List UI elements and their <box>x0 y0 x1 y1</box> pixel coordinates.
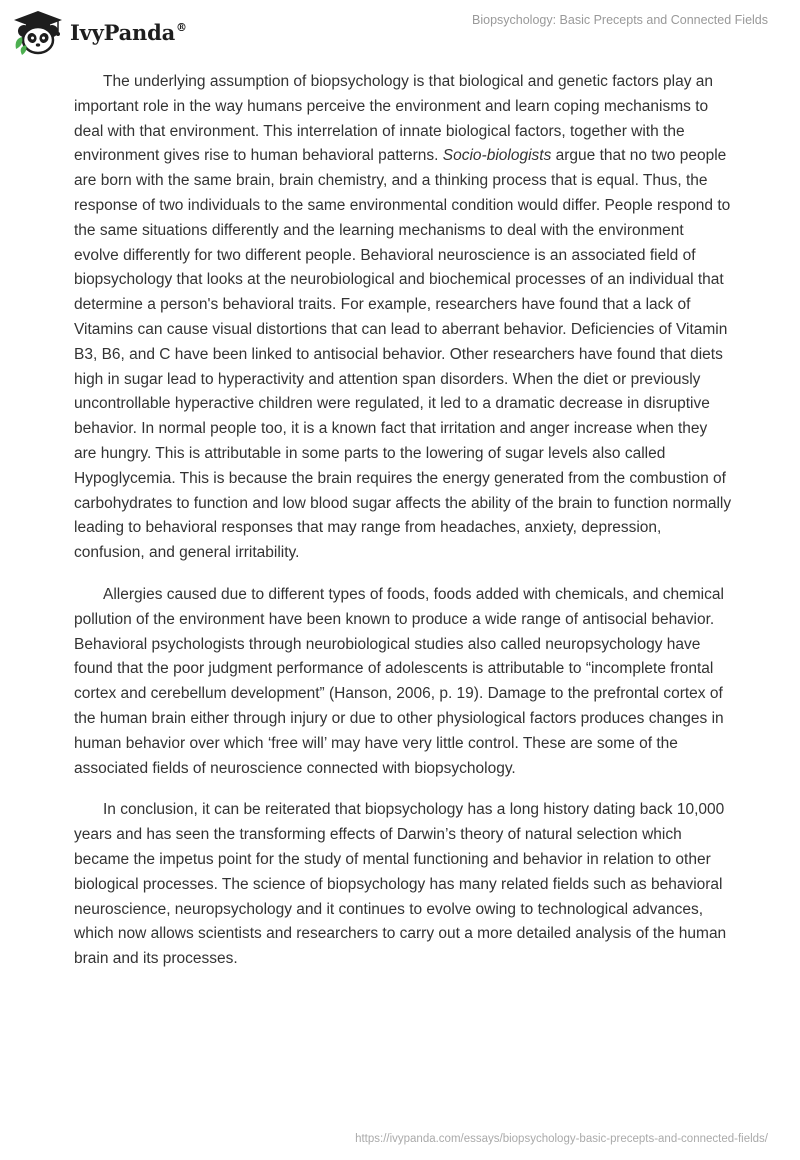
emphasis-socio-biologists: Socio-biologists <box>442 147 552 165</box>
document-title: Biopsychology: Basic Precepts and Connected Fields <box>472 13 768 27</box>
brand-name: IvyPanda® <box>70 19 187 45</box>
paragraph-2: Allergies caused due to different types of foods, foods added with chemicals, and chemical pollution of the environment have been known to produce a wide range of antisocial behavior. Behavioral psychologists through neurobiological studies also called neuropsychology have found that the poor judgment performance of adolescents is attributable to “incomplete frontal cortex and cerebellum development” (Hanson, 2006, p. 19). Damage to the prefrontal cortex of the human brain either through injury or due to other physiological factors produces changes in human behavior over which ‘free will’ may have very little control. These are some of the associated fields of neuroscience connected with biopsychology. <box>74 585 724 777</box>
article-body <box>74 70 732 989</box>
page-header <box>0 0 800 60</box>
source-url[interactable]: https://ivypanda.com/essays/biopsychology-basic-precepts-and-connected-fields/ <box>355 1133 768 1145</box>
registered-mark: ® <box>176 20 187 34</box>
panda-graduation-cap-icon <box>12 9 64 55</box>
paragraph-1: The underlying assumption of biopsychology is that biological and genetic factors play an important role in the way humans perceive the environment and learn coping mechanisms to deal with that environment. This interrelation of innate biological factors, together with the environment gives rise to human behavioral patterns. Socio-biologists argue that no two people are born with the same brain, brain chemistry, and a thinking process that is equal. Thus, the response of two individuals to the same environmental condition would differ. People respond to the same situations differently and the learning mechanisms to deal with the environment evolve differently for two different people. Behavioral neuroscience is an associated field of biopsychology that looks at the neurobiological and biochemical processes of an individual that determine a person's behavioral traits. For example, researchers have found that a lack of Vitamins can cause visual distortions that can lead to aberrant behavior. Deficiencies of Vitamin B3, B6, and C have been linked to antisocial behavior. Other researchers have found that diets high in sugar lead to hyperactivity and attention span disorders. When the diet or previously uncontrollable hyperactive children were regulated, it led to a dramatic decrease in disruptive behavior. In normal people too, it is a known fact that irritation and anger increase when they are hungry. This is attributable in some parts to the lowering of sugar levels also called Hypoglycemia. This is because the brain requires the energy generated from the combustion of carbohydrates to function and low blood sugar affects the ability of the brain to function normally leading to behavioral responses that may range from headaches, anxiety, depression, confusion, and general irritability. <box>74 73 732 562</box>
ivypanda-logo[interactable] <box>12 8 187 56</box>
paragraph-3: In conclusion, it can be reiterated that biopsychology has a long history dating back 10,000 years and has seen the transforming effects of Darwin’s theory of natural selection which became the impetus point for the study of mental functioning and behavior in relation to other biological processes. The science of biopsychology has many related fields such as behavioral neuroscience, neuropsychology and it continues to evolve owing to technological advances, which now allows scientists and researchers to carry out a more detailed analysis of the human brain and its processes. <box>74 801 727 968</box>
